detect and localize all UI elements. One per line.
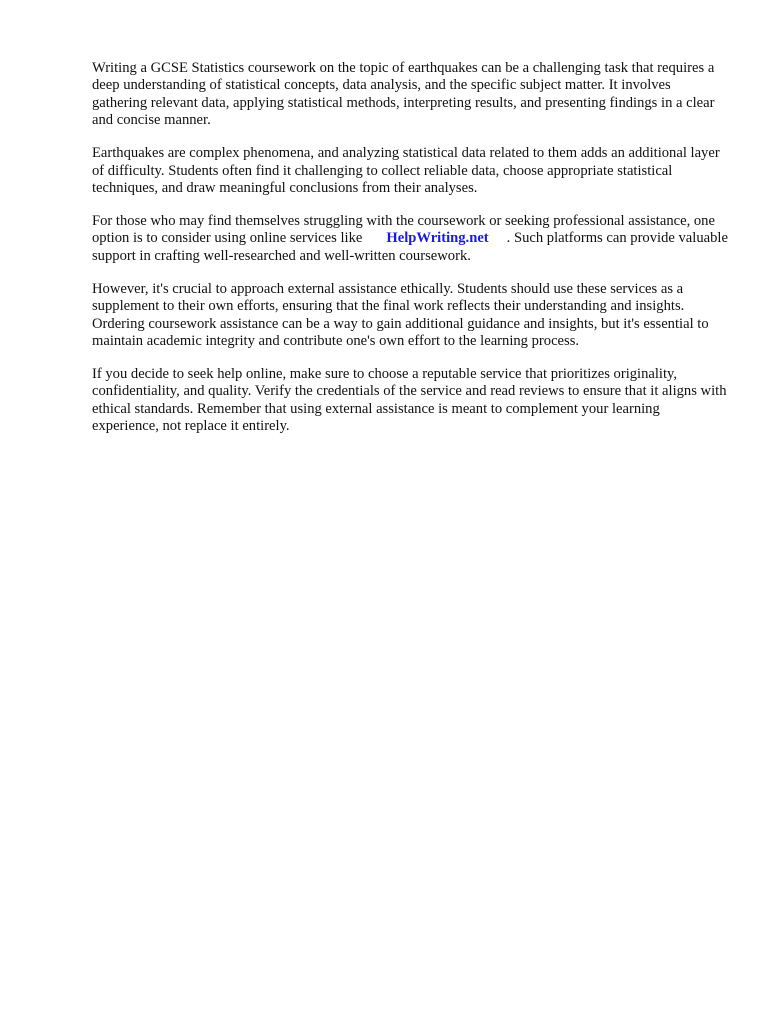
paragraph-advice: If you decide to seek help online, make sure to choose a reputable service that prioritizes originality, confidentiality, and quality. Verify the credentials of the service and read reviews to ensure that it aligns with ethical standards. Remember that using external assistance is meant to complement your learning experience, not replace it entirely. xyxy=(92,366,727,435)
paragraph-difficulty: Earthquakes are complex phenomena, and analyzing statistical data related to them adds an additional layer of difficulty. Students often find it challenging to collect reliable data, choose appropriate statistical techniques, and draw meaningful conclusions from their analyses. xyxy=(92,145,720,197)
paragraph-services-text-after: . Such platforms can provide valuable support in crafting well-researched and well-written coursework. xyxy=(92,230,728,264)
paragraph-intro: Writing a GCSE Statistics coursework on the topic of earthquakes can be a challenging task that requires a deep understanding of statistical concepts, data analysis, and the specific subject matter. It involves gathering relevant data, applying statistical methods, interpreting results, and presenting findings in a clear and concise manner. xyxy=(92,60,715,129)
paragraph-services xyxy=(92,213,728,265)
document-body xyxy=(92,60,728,451)
helpwriting-link[interactable]: HelpWriting.net xyxy=(386,230,489,247)
paragraph-services-text-before: For those who may find themselves struggling with the coursework or seeking professional assistance, one option is to consider using online services like xyxy=(92,213,715,247)
paragraph-ethics: However, it's crucial to approach external assistance ethically. Students should use these services as a supplement to their own efforts, ensuring that the final work reflects their understanding and insights. Ordering coursework assistance can be a way to gain additional guidance and insights, but it's essential to maintain academic integrity and contribute one's own effort to the learning process. xyxy=(92,280,709,350)
